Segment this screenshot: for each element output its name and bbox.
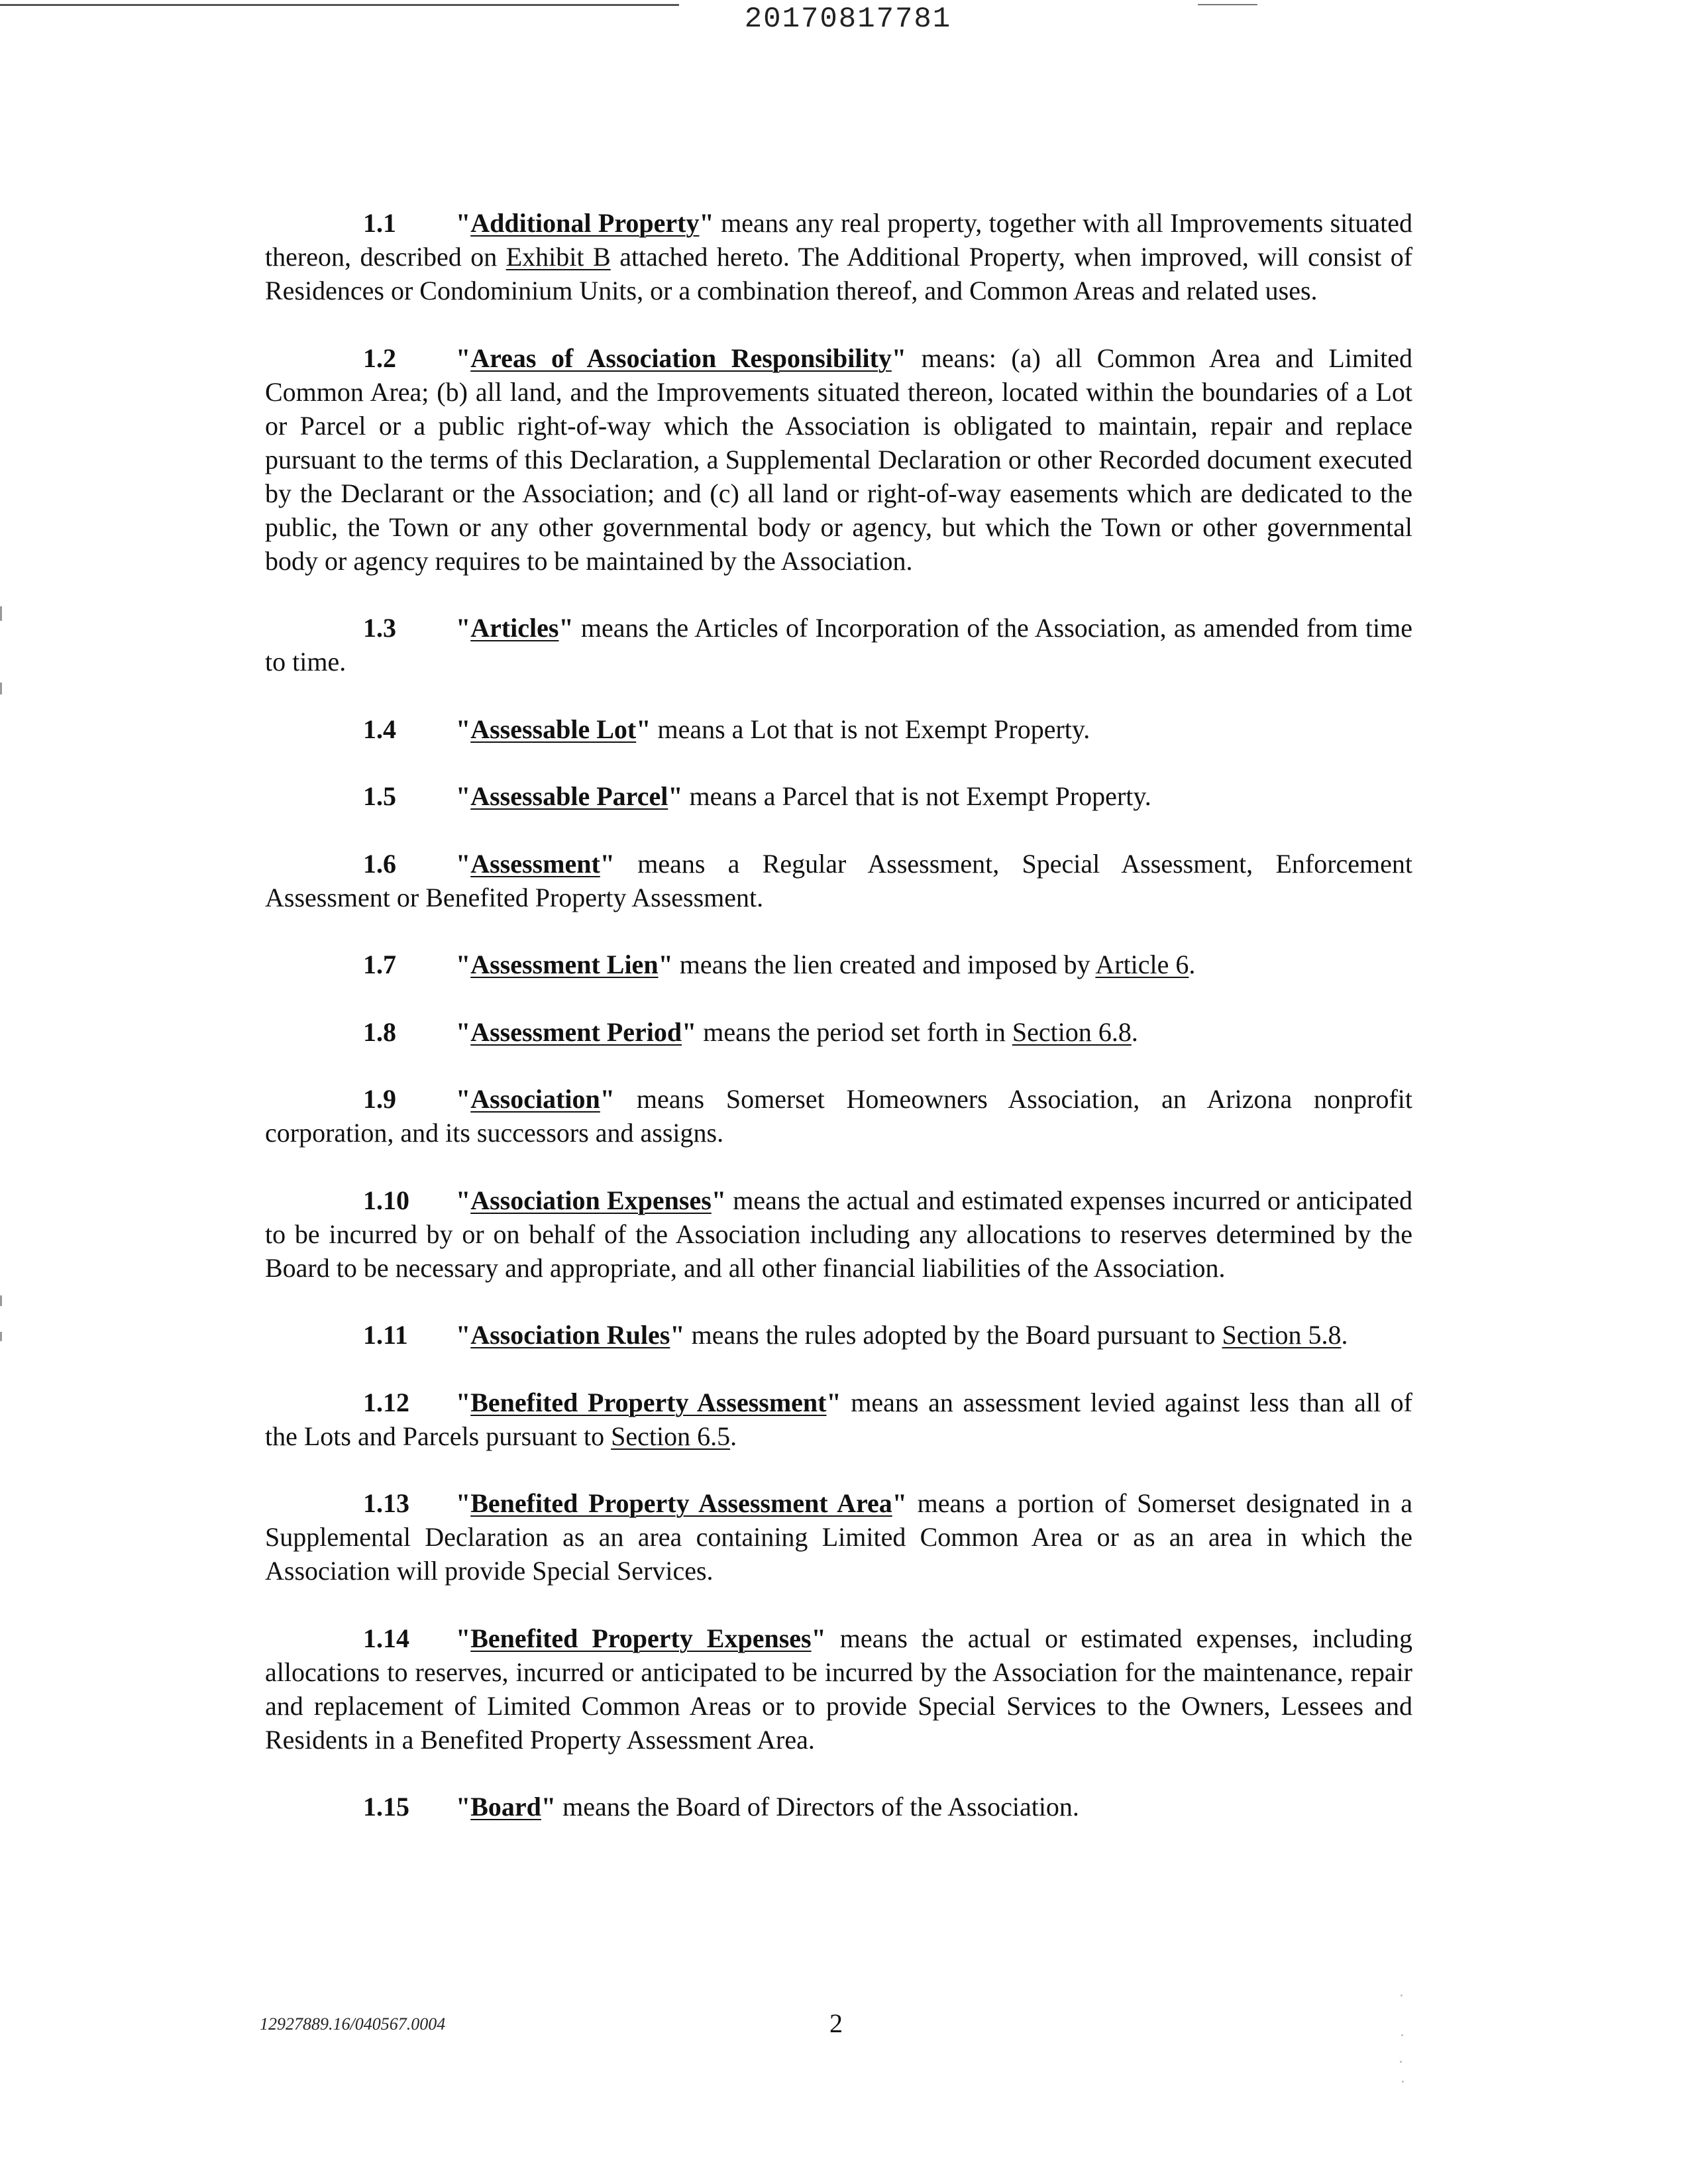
cross-reference: Exhibit B	[505, 242, 611, 272]
defined-term-text: Association Expenses	[470, 1185, 712, 1215]
recording-number: 20170817781	[744, 3, 952, 36]
defined-term-text: Articles	[470, 613, 559, 643]
definition-number: 1.13	[363, 1488, 409, 1518]
definition-1-4	[265, 712, 1412, 746]
definition-text: means the rules adopted by the Board pursuant to	[684, 1320, 1222, 1350]
definition-number: 1.4	[363, 714, 396, 744]
defined-term: "Assessable Lot"	[456, 714, 651, 744]
definition-text: means: (a) all Common Area and Limited Common Area; (b) all land, and the Improvements situated thereon, located within the boundaries of a Lot or Parcel or a public right-of-way which the Association is obligated to maintain, repair and replace pursuant to the terms of this Declaration, a Supplemental Declaration or other Recorded document executed by the Declarant or the Association; and (c) all land or right-of-way easements which are dedicated to the public, the Town or any other governmental body or agency, but which the Town or other governmental body or agency requires to be maintained by the Association.	[265, 343, 1413, 576]
definition-text: attached hereto. The Additional Property, when improved, will consist of Residences or Condominium Units, or a combination thereof, and Common Areas and related uses.	[265, 242, 1413, 305]
defined-term-text: Association Rules	[470, 1320, 670, 1350]
definition-text: means the actual and estimated expenses incurred or anticipated to be incurred by or on behalf of the Association including any allocations to reserves determined by the Board to be necessary and appropriate, and all other financial liabilities of the Association.	[265, 1185, 1412, 1283]
definition-number: 1.10	[363, 1185, 409, 1215]
definition-1-14	[265, 1621, 1412, 1757]
defined-term: "Articles"	[456, 613, 574, 643]
defined-term: "Board"	[456, 1792, 556, 1822]
definition-1-1	[265, 206, 1412, 307]
definition-text: .	[730, 1421, 737, 1451]
definition-text: means a portion of Somerset designated in a Supplemental Declaration as an area containing Limited Common Area or as an area in which the Association will provide Special Services.	[265, 1488, 1412, 1586]
defined-term-text: Benefited Property Assessment Area	[470, 1488, 892, 1518]
definition-1-9	[265, 1082, 1412, 1150]
defined-term-text: Additional Property	[470, 208, 700, 238]
definition-1-12	[265, 1386, 1412, 1453]
definition-text: means an assessment levied against less than all of the Lots and Parcels pursuant to	[265, 1387, 1412, 1451]
definition-number: 1.1	[363, 208, 396, 238]
defined-term: "Assessable Parcel"	[456, 781, 683, 811]
defined-term-text: Benefited Property Expenses	[470, 1623, 812, 1653]
defined-term-text: Assessment	[470, 848, 600, 879]
scan-margin-mark	[0, 606, 2, 621]
definition-text: means the Articles of Incorporation of the Association, as amended from time to time.	[265, 613, 1412, 677]
defined-term: "Assessment Period"	[456, 1016, 697, 1047]
defined-term-text: Benefited Property Assessment	[470, 1387, 827, 1417]
definition-number: 1.11	[363, 1320, 408, 1350]
definition-text: means the period set forth in	[696, 1016, 1012, 1047]
defined-term: "Assessment"	[456, 848, 615, 879]
definition-number: 1.7	[363, 950, 396, 979]
defined-term: "Association Rules"	[456, 1320, 685, 1350]
definition-number: 1.12	[363, 1387, 409, 1417]
definition-text: means the lien created and imposed by	[672, 950, 1096, 979]
definition-text: means a Parcel that is not Exempt Property.	[682, 781, 1151, 811]
defined-term: "Association"	[456, 1084, 615, 1114]
defined-term-text: Assessable Parcel	[470, 781, 668, 811]
definition-1-2	[265, 341, 1412, 578]
definition-number: 1.6	[363, 848, 396, 879]
page-number: 2	[829, 2008, 843, 2038]
definition-1-10	[265, 1183, 1412, 1285]
defined-term: "Areas of Association Responsibility"	[456, 343, 907, 373]
definition-text: means the actual or estimated expenses, including allocations to reserves, incurred or anticipated to be incurred by the Association for the maintenance, repair and replacement of Limited Common Areas or to provide Special Services to the Owners, Lessees and Residents in a Benefited Property Assessment Area.	[265, 1623, 1412, 1755]
cross-reference: Section 6.5	[611, 1421, 731, 1451]
defined-term: "Benefited Property Assessment Area"	[456, 1488, 907, 1518]
definition-number: 1.2	[363, 343, 396, 373]
definition-1-3	[265, 611, 1412, 679]
definition-1-6	[265, 847, 1412, 914]
definition-1-8	[265, 1015, 1412, 1049]
definition-text: .	[1189, 950, 1196, 979]
defined-term-text: Board	[470, 1792, 541, 1822]
defined-term: "Benefited Property Expenses"	[456, 1623, 826, 1653]
definition-text: .	[1131, 1016, 1138, 1047]
definition-1-15	[265, 1790, 1412, 1824]
defined-term-text: Assessable Lot	[470, 714, 637, 744]
defined-term: "Association Expenses"	[456, 1185, 727, 1215]
scan-margin-mark	[0, 1332, 2, 1341]
definition-1-13	[265, 1486, 1412, 1588]
defined-term: "Benefited Property Assessment"	[456, 1387, 841, 1417]
document-id: 12927889.16/040567.0004	[260, 2014, 446, 2034]
defined-term: "Additional Property"	[456, 208, 714, 238]
definition-number: 1.5	[363, 781, 396, 811]
cross-reference: Article 6	[1095, 950, 1189, 979]
definition-text: means any real property, together with all Improvements situated thereon, described on	[265, 208, 1412, 272]
definition-number: 1.14	[363, 1623, 409, 1653]
definition-number: 1.3	[363, 613, 396, 643]
defined-term-text: Assessment Period	[470, 1016, 682, 1047]
definition-text: means a Regular Assessment, Special Assessment, Enforcement Assessment or Benefited Property Assessment.	[265, 848, 1412, 912]
definition-number: 1.15	[363, 1792, 409, 1822]
definition-1-5	[265, 779, 1412, 813]
definition-1-7	[265, 948, 1412, 981]
definition-number: 1.9	[363, 1084, 396, 1114]
definitions-list	[265, 206, 1412, 1857]
cross-reference: Section 5.8	[1222, 1320, 1342, 1350]
scan-specks	[1399, 1988, 1404, 2094]
defined-term-text: Association	[470, 1084, 600, 1114]
definition-1-11	[265, 1318, 1412, 1352]
scan-margin-mark	[0, 682, 2, 694]
cross-reference: Section 6.8	[1012, 1016, 1132, 1047]
defined-term: "Assessment Lien"	[456, 950, 673, 979]
defined-term-text: Assessment Lien	[470, 950, 659, 979]
defined-term-text: Areas of Association Responsibility	[470, 343, 892, 373]
definition-text: means Somerset Homeowners Association, an Arizona nonprofit corporation, and its successors and assigns.	[265, 1084, 1412, 1148]
definition-text: means a Lot that is not Exempt Property.	[651, 714, 1090, 744]
definition-number: 1.8	[363, 1016, 396, 1047]
scan-margin-mark	[0, 1295, 2, 1306]
definition-text: means the Board of Directors of the Association.	[556, 1792, 1079, 1822]
definition-text: .	[1341, 1320, 1348, 1350]
